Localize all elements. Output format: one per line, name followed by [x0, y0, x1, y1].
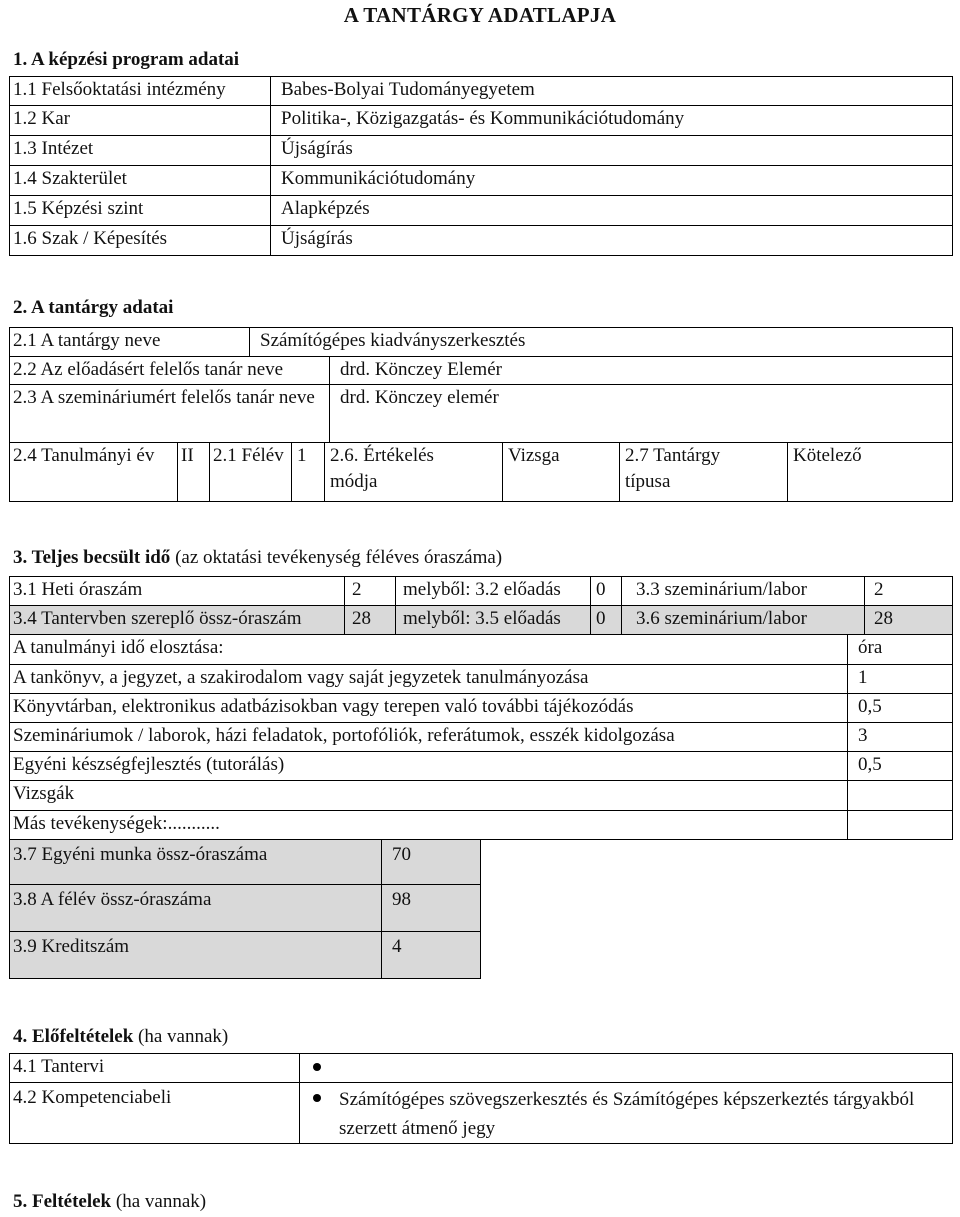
table-row	[10, 1083, 953, 1144]
table-row	[10, 357, 953, 385]
table-row	[10, 106, 953, 136]
distribution-unit: óra	[848, 635, 953, 665]
hours-table	[9, 576, 953, 635]
bullet-icon	[313, 1094, 321, 1102]
program-data-table	[9, 76, 953, 256]
course-name-label: 2.1 A tantárgy neve	[10, 328, 250, 357]
totals-table	[9, 839, 481, 979]
weekly-hours-label: 3.1 Heti óraszám	[10, 577, 345, 606]
activity-label: Más tevékenységek:...........	[10, 811, 848, 840]
seminar-total-value: 28	[865, 606, 953, 635]
activity-label: Vizsgák	[10, 781, 848, 811]
activity-hours: 0,5	[848, 694, 953, 723]
section-3-heading: 3. Teljes becsült idő (az oktatási tevékenység féléves óraszáma)	[13, 547, 503, 568]
row-value: Újságírás	[271, 226, 953, 256]
table-row	[10, 665, 953, 694]
row-label: 1.1 Felsőoktatási intézmény	[10, 77, 271, 106]
row-label: 1.5 Képzési szint	[10, 196, 271, 226]
seminar-value: 2	[865, 577, 953, 606]
table-row	[10, 811, 953, 840]
evaluation-label: 2.6. Értékelés módja	[325, 443, 503, 502]
study-year-value: II	[178, 443, 210, 502]
course-data-table-a	[9, 327, 953, 357]
curricular-value	[300, 1054, 953, 1083]
table-row	[10, 635, 953, 665]
table-row	[10, 752, 953, 781]
section-2-heading: 2. A tantárgy adatai	[13, 297, 174, 318]
time-distribution-table	[9, 634, 953, 840]
table-row	[10, 885, 481, 932]
course-data-table-c	[9, 442, 953, 502]
course-data-table-b	[9, 356, 953, 443]
table-row	[10, 694, 953, 723]
lecture-total-label: melyből: 3.5 előadás	[396, 606, 591, 635]
table-row	[10, 577, 953, 606]
course-type-label: 2.7 Tantárgy típusa	[620, 443, 788, 502]
table-row	[10, 443, 953, 502]
section-1-heading: 1. A képzési program adatai	[13, 49, 240, 70]
competence-label: 4.2 Kompetenciabeli	[10, 1083, 300, 1144]
page-title: A TANTÁRGY ADATLAPJA	[343, 3, 617, 27]
semester-value: 1	[292, 443, 325, 502]
individual-work-value: 70	[382, 840, 481, 885]
activity-hours: 3	[848, 723, 953, 752]
total-hours-value: 28	[345, 606, 396, 635]
table-row	[10, 226, 953, 256]
table-row	[10, 136, 953, 166]
activity-hours	[848, 781, 953, 811]
prerequisites-table	[9, 1053, 953, 1144]
row-value: Újságírás	[271, 136, 953, 166]
activity-hours: 0,5	[848, 752, 953, 781]
lecture-total-value: 0	[591, 606, 622, 635]
row-label: 1.2 Kar	[10, 106, 271, 136]
row-value: Politika-, Közigazgatás- és Kommunikációtudomány	[271, 106, 953, 136]
bullet-icon	[313, 1063, 321, 1071]
semester-total-label: 3.8 A félév össz-óraszáma	[10, 885, 382, 932]
lecturer-label: 2.2 Az előadásért felelős tanár neve	[10, 357, 330, 385]
activity-label: Szemináriumok / laborok, házi feladatok, portofóliók, referátumok, esszék kidolgozása	[10, 723, 848, 752]
row-value: Kommunikációtudomány	[271, 166, 953, 196]
course-type-value: Kötelező	[788, 443, 953, 502]
individual-work-label: 3.7 Egyéni munka össz-óraszáma	[10, 840, 382, 885]
seminar-teacher-value: drd. Könczey elemér	[330, 385, 953, 443]
table-row	[10, 385, 953, 443]
row-value: Alapképzés	[271, 196, 953, 226]
weekly-hours-value: 2	[345, 577, 396, 606]
section-4-heading: 4. Előfeltételek (ha vannak)	[13, 1026, 229, 1047]
row-label: 1.3 Intézet	[10, 136, 271, 166]
curricular-label: 4.1 Tantervi	[10, 1054, 300, 1083]
credits-value: 4	[382, 932, 481, 979]
credits-label: 3.9 Kreditszám	[10, 932, 382, 979]
table-row	[10, 932, 481, 979]
seminar-total-label: 3.6 szeminárium/labor	[622, 606, 865, 635]
table-row	[10, 840, 481, 885]
evaluation-value: Vizsga	[503, 443, 620, 502]
lecture-label: melyből: 3.2 előadás	[396, 577, 591, 606]
activity-label: Könyvtárban, elektronikus adatbázisokban vagy terepen való további tájékozódás	[10, 694, 848, 723]
row-value: Babes-Bolyai Tudományegyetem	[271, 77, 953, 106]
seminar-label: 3.3 szeminárium/labor	[622, 577, 865, 606]
competence-value: Számítógépes szövegszerkesztés és Számítógépes képszerkeztés tárgyakból szerzett átmenő jegy	[300, 1083, 953, 1144]
activity-hours	[848, 811, 953, 840]
course-name-value: Számítógépes kiadványszerkesztés	[250, 328, 953, 357]
activity-hours: 1	[848, 665, 953, 694]
table-row	[10, 196, 953, 226]
study-year-label: 2.4 Tanulmányi év	[10, 443, 178, 502]
table-row	[10, 1054, 953, 1083]
table-row	[10, 328, 953, 357]
activity-label: Egyéni készségfejlesztés (tutorálás)	[10, 752, 848, 781]
lecturer-value: drd. Könczey Elemér	[330, 357, 953, 385]
distribution-label: A tanulmányi idő elosztása:	[10, 635, 848, 665]
row-label: 1.4 Szakterület	[10, 166, 271, 196]
section-5-heading: 5. Feltételek (ha vannak)	[13, 1191, 207, 1212]
total-hours-label: 3.4 Tantervben szereplő össz-óraszám	[10, 606, 345, 635]
semester-label: 2.1 Félév	[210, 443, 292, 502]
lecture-value: 0	[591, 577, 622, 606]
table-row	[10, 166, 953, 196]
activity-label: A tankönyv, a jegyzet, a szakirodalom vagy saját jegyzetek tanulmányozása	[10, 665, 848, 694]
table-row	[10, 781, 953, 811]
table-row	[10, 723, 953, 752]
seminar-teacher-label: 2.3 A szemináriumért felelős tanár neve	[10, 385, 330, 443]
table-row	[10, 606, 953, 635]
row-label: 1.6 Szak / Képesítés	[10, 226, 271, 256]
semester-total-value: 98	[382, 885, 481, 932]
table-row	[10, 77, 953, 106]
